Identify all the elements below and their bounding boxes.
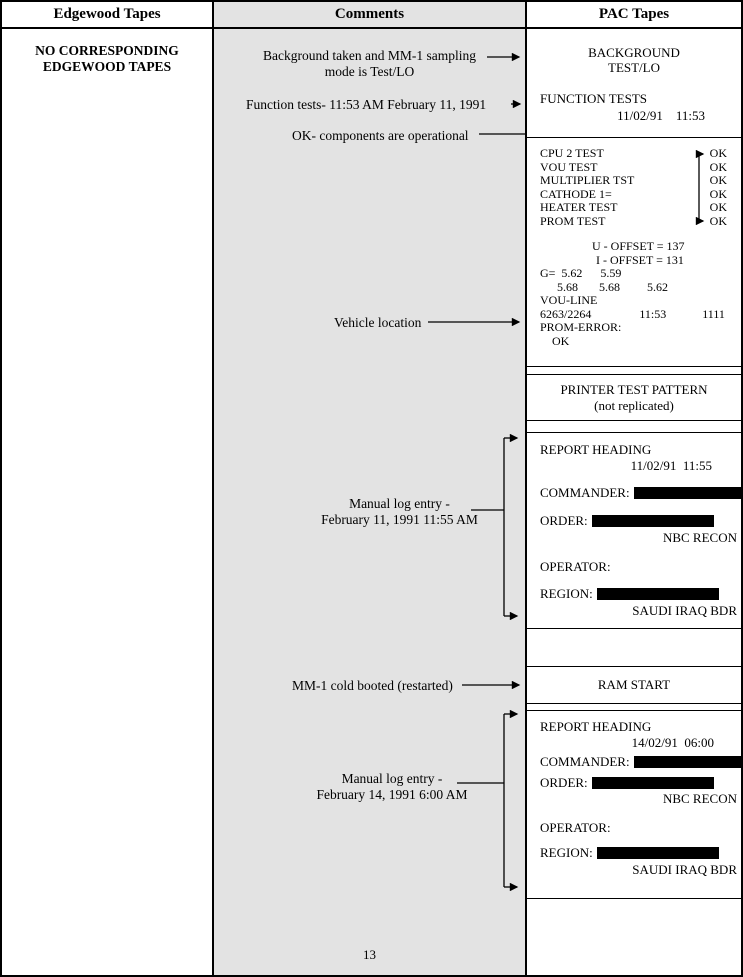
- comment-manual-log-2-line1: Manual log entry -: [341, 771, 443, 786]
- report2-datetime: 14/02/91 06:00: [631, 735, 714, 750]
- column-edgewood-tapes: [2, 2, 214, 975]
- test-row: [527, 161, 741, 175]
- test-name: MULTIPLIER TST: [540, 173, 635, 187]
- comment-manual-log-1-line1: Manual log entry -: [349, 496, 450, 511]
- comment-vehicle-location: Vehicle location: [334, 315, 422, 330]
- report2-commander-row: [540, 754, 737, 769]
- report2-region-row: [540, 845, 737, 860]
- pac-section-test-results: [527, 138, 741, 367]
- reading-prom-error-label: PROM-ERROR:: [540, 320, 622, 334]
- report2-region-value: SAUDI IRAQ BDR: [632, 862, 737, 877]
- report1-commander-row: [540, 485, 737, 500]
- report1-datetime: 11/02/91 11:55: [630, 458, 712, 473]
- pac-section-report-1: [527, 432, 741, 629]
- test-row: [527, 188, 741, 202]
- order-label: ORDER:: [540, 513, 588, 528]
- redaction-bar: [634, 487, 743, 499]
- pac-readings: [527, 240, 741, 348]
- report2-order-value: NBC RECON: [662, 791, 737, 806]
- test-name: VOU TEST: [540, 159, 598, 174]
- test-result: OK: [709, 146, 727, 160]
- report1-operator-row: [540, 559, 737, 574]
- commander-label: COMMANDER:: [540, 754, 630, 769]
- edgewood-note: [2, 43, 212, 75]
- reading-i-offset: I - OFFSET = 131: [596, 252, 684, 267]
- reading-u-offset: U - OFFSET = 137: [592, 239, 685, 253]
- region-label: REGION:: [540, 586, 593, 601]
- report1-order-value: NBC RECON: [662, 530, 737, 545]
- commander-label: COMMANDER:: [540, 485, 630, 500]
- edgewood-note-line2: EDGEWOOD TAPES: [42, 59, 172, 74]
- report2-operator-row: [540, 820, 737, 835]
- reading-g-line1: G= 5.62 5.59: [540, 266, 622, 280]
- edgewood-column-header: Edgewood Tapes: [2, 2, 212, 29]
- pac-function-tests-datetime: 11/02/91 11:53: [617, 108, 705, 123]
- redaction-bar: [597, 588, 719, 600]
- printer-test-line2: (not replicated): [594, 398, 674, 413]
- test-name: PROM TEST: [540, 213, 606, 228]
- reading-prom-error-value: OK: [552, 333, 570, 348]
- operator-label: OPERATOR:: [540, 559, 611, 574]
- comments-column-header: Comments: [214, 2, 525, 29]
- pac-background-line2: TEST/LO: [608, 60, 660, 75]
- test-name: CATHODE 1=: [540, 186, 612, 201]
- pac-test-list: [527, 138, 741, 228]
- comment-function-tests: Function tests- 11:53 AM February 11, 1991: [246, 97, 487, 112]
- pac-section-function-tests: [527, 29, 741, 138]
- ram-start-label: RAM START: [597, 677, 671, 692]
- pac-background-line1: BACKGROUND: [588, 45, 680, 60]
- test-row: [527, 174, 741, 188]
- report2-order-row: [540, 775, 737, 790]
- report1-region-value: SAUDI IRAQ BDR: [632, 603, 737, 618]
- page-number: 13: [363, 947, 376, 962]
- comment-manual-log-2-line2: February 14, 1991 6:00 AM: [316, 786, 468, 802]
- redaction-bar: [634, 756, 743, 768]
- pac-column-header: PAC Tapes: [527, 2, 741, 29]
- report1-order-row: [540, 513, 737, 528]
- column-comments: [214, 2, 527, 975]
- comment-background: [214, 48, 525, 79]
- report1-region-row: [540, 586, 737, 601]
- redaction-bar: [597, 847, 719, 859]
- operator-label: OPERATOR:: [540, 820, 611, 835]
- comment-manual-log-1: [284, 496, 515, 527]
- region-label: REGION:: [540, 845, 593, 860]
- test-result: OK: [709, 213, 727, 228]
- redaction-bar: [592, 777, 714, 789]
- pac-function-tests-title: FUNCTION TESTS: [540, 91, 648, 106]
- redaction-bar: [592, 515, 714, 527]
- reading-g-line2: 5.68 5.68 5.62: [557, 279, 668, 294]
- test-row: [527, 201, 741, 215]
- test-row: [527, 215, 741, 229]
- test-result: OK: [709, 186, 727, 201]
- test-row: [527, 147, 741, 161]
- test-result: OK: [709, 200, 727, 214]
- comment-cold-boot: MM-1 cold booted (restarted): [292, 678, 453, 693]
- pac-section-ram-start: [527, 666, 741, 704]
- comment-background-line1: Background taken and MM-1 sampling: [263, 48, 476, 63]
- printer-test-line1: PRINTER TEST PATTERN: [560, 382, 708, 397]
- comment-ok-components: OK- components are operational: [292, 128, 469, 143]
- reading-vou-line: VOU-LINE: [540, 293, 598, 307]
- order-label: ORDER:: [540, 775, 588, 790]
- report1-title: REPORT HEADING: [540, 442, 652, 457]
- comment-manual-log-2: [274, 771, 510, 802]
- reading-vou-values: 6263/2264 11:53 1111: [540, 306, 725, 321]
- column-pac-tapes: [527, 2, 741, 975]
- edgewood-note-line1: NO CORRESPONDING: [35, 43, 179, 58]
- pac-background-title: [527, 29, 741, 75]
- report2-title: REPORT HEADING: [540, 719, 652, 734]
- pac-section-printer-test: [527, 374, 741, 421]
- comment-background-line2: mode is Test/LO: [324, 63, 415, 79]
- comment-manual-log-1-line2: February 11, 1991 11:55 AM: [321, 511, 478, 527]
- pac-section-report-2: [527, 710, 741, 899]
- test-name: CPU 2 TEST: [540, 146, 604, 160]
- test-result: OK: [709, 173, 727, 187]
- test-name: HEATER TEST: [540, 200, 618, 214]
- test-result: OK: [709, 159, 727, 174]
